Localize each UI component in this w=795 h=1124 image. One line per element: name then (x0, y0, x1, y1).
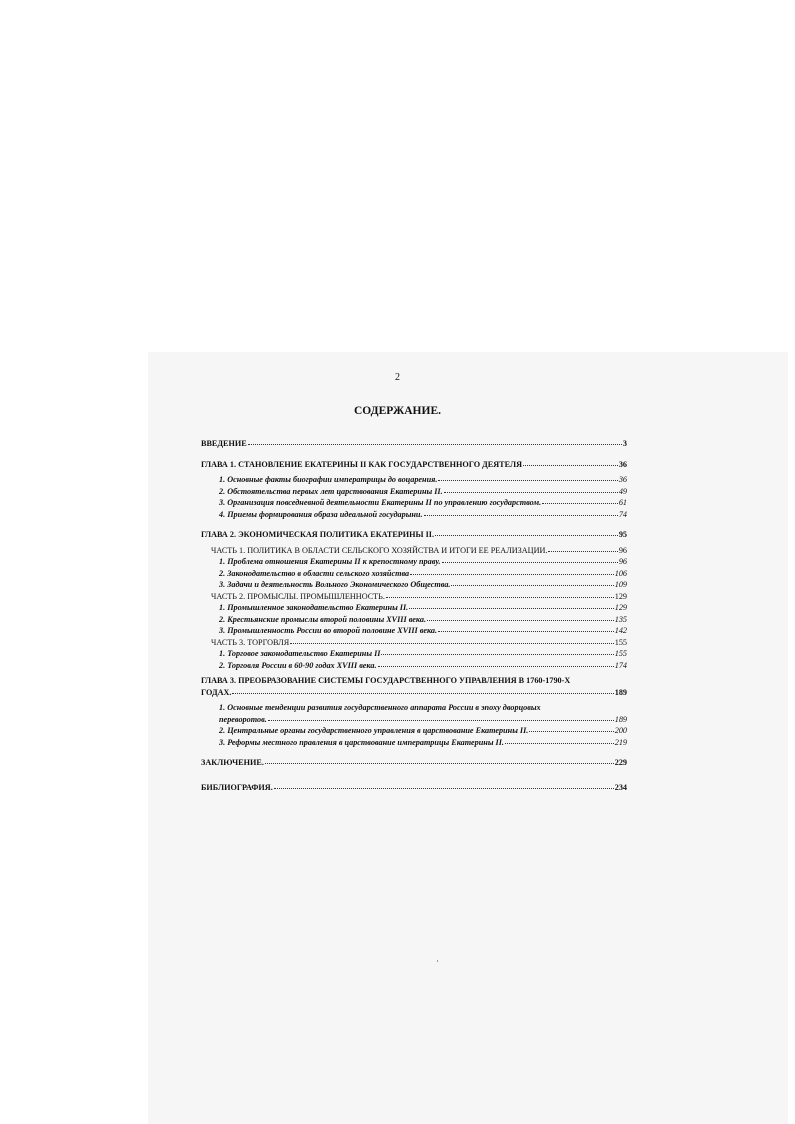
toc-entry-label: ЗАКЛЮЧЕНИЕ. (201, 758, 264, 767)
toc-entry-page: 200 (614, 726, 627, 735)
dot-leader (232, 686, 613, 694)
toc-entry-label: 2. Торговля России в 60-90 годах XVIII века. (219, 660, 377, 670)
toc-entry-label: 1. Промышленное законодательство Екатерины II. (219, 603, 409, 612)
dot-leader (542, 496, 618, 504)
toc-entry-label: ВВЕДЕНИЕ (201, 439, 247, 448)
dot-leader (548, 544, 617, 552)
dot-leader (268, 713, 614, 721)
toc-entry-label: БИБЛИОГРАФИЯ. (201, 782, 273, 792)
toc-entry-page: 155 (614, 637, 627, 647)
dot-leader (409, 601, 614, 609)
dot-leader (451, 578, 613, 586)
toc-entry-label: 3. Реформы местного правления в царствование императрицы Екатерины II. (219, 737, 504, 747)
dot-leader (248, 437, 622, 445)
toc-entry-label-line-2: ГОДАХ. (201, 687, 232, 697)
toc-entry-label: 2. Законодательство в области сельского хозяйства (219, 568, 410, 578)
toc-entry-label: 3. Организация повседневной деятельности Екатерины II по управлению государством. (219, 498, 542, 507)
toc-entry-page: 49 (618, 486, 627, 496)
toc-entry-label: 3. Задачи и деятельность Вольного Экономического Общества. (219, 580, 451, 589)
dot-leader (442, 555, 618, 563)
dot-leader (523, 458, 618, 466)
toc-entry-chapter-2[interactable] (201, 529, 627, 541)
toc-entry-chapter-3[interactable] (201, 675, 627, 698)
dot-leader (529, 724, 613, 732)
toc-entry-chapter-1[interactable] (201, 459, 627, 471)
dot-leader (424, 508, 618, 516)
dot-leader (427, 613, 614, 621)
toc-entry-label: ЧАСТЬ 1. ПОЛИТИКА В ОБЛАСТИ СЕЛЬСКОГО ХОЗЯЙСТВА И ИТОГИ ЕЕ РЕАЛИЗАЦИИ. (211, 545, 548, 555)
toc-entry-label-line-2: переворотов. (219, 714, 267, 724)
toc-entry-ch1-item[interactable] (201, 509, 627, 521)
toc-entry-label: 3. Промышленность России во второй половине XVIII века. (219, 626, 438, 635)
toc-title: СОДЕРЖАНИЕ. (354, 405, 441, 417)
dot-leader (438, 624, 614, 632)
dot-leader (505, 736, 614, 744)
toc-entry-bibliography[interactable] (201, 782, 627, 794)
toc-entry-label: 2. Центральные органы государственного управления в царствование Екатерины II. (219, 726, 529, 735)
toc-entry-page: 61 (618, 498, 627, 507)
dot-leader (444, 485, 618, 493)
dot-leader (438, 473, 617, 481)
toc-entry-page: 155 (614, 649, 627, 658)
dot-leader (290, 636, 614, 644)
toc-entry-page: 96 (618, 557, 627, 566)
scan-speck (437, 960, 438, 962)
toc-entry-page: 95 (618, 530, 627, 539)
table-of-contents (201, 438, 627, 793)
toc-entry-page: 129 (614, 603, 627, 612)
toc-entry-page: 174 (614, 660, 627, 670)
toc-entry-label: 4. Приемы формирования образа идеальной государыни. (219, 509, 423, 519)
toc-entry-part3-item[interactable] (201, 660, 627, 672)
toc-entry-label: 2. Обстоятельства первых лет царствования Екатерины II. (219, 486, 443, 496)
toc-entry-label-line-1: 1. Основные тенденции развития государственного аппарата России в эпоху дворцовых (219, 703, 541, 712)
toc-entry-page: 36 (618, 475, 627, 484)
toc-entry-label: 1. Основные факты биографии императрицы до воцарения. (219, 475, 438, 484)
toc-entry-page: 3 (622, 439, 627, 448)
toc-entry-page: 189 (614, 687, 627, 697)
toc-entry-page: 106 (614, 568, 627, 578)
toc-entry-page: 142 (614, 626, 627, 635)
toc-entry-label: 2. Крестьянские промыслы второй половины XVIII века. (219, 614, 426, 624)
toc-entry-ch3-item[interactable] (201, 702, 627, 725)
dot-leader (265, 756, 614, 764)
toc-entry-label: ГЛАВА 2. ЭКОНОМИЧЕСКАЯ ПОЛИТИКА ЕКАТЕРИНЫ II. (201, 530, 435, 539)
toc-entry-ch3-item[interactable] (201, 737, 627, 749)
toc-entry-page: 129 (614, 591, 627, 601)
toc-entry-label-line-1: ГЛАВА 3. ПРЕОБРАЗОВАНИЕ СИСТЕМЫ ГОСУДАРСТВЕННОГО УПРАВЛЕНИЯ В 1760-1790-Х (201, 676, 571, 685)
toc-entry-label: ЧАСТЬ 2. ПРОМЫСЛЫ. ПРОМЫШЛЕННОСТЬ. (211, 591, 385, 601)
toc-entry-page: 219 (614, 737, 627, 747)
toc-entry-page: 229 (614, 758, 627, 767)
dot-leader (435, 528, 618, 536)
dot-leader (378, 659, 614, 667)
toc-entry-page: 96 (618, 545, 627, 555)
dot-leader (386, 590, 614, 598)
toc-entry-page: 109 (614, 580, 627, 589)
dot-leader (381, 647, 613, 655)
toc-entry-conclusion[interactable] (201, 757, 627, 769)
toc-entry-label: ГЛАВА 1. СТАНОВЛЕНИЕ ЕКАТЕРИНЫ II КАК ГОСУДАРСТВЕННОГО ДЕЯТЕЛЯ (201, 459, 522, 469)
page-number: 2 (395, 372, 400, 383)
toc-entry-page: 74 (618, 509, 627, 519)
toc-entry-label: 1. Проблема отношения Екатерины II к крепостному праву. (219, 557, 441, 566)
toc-entry-page: 234 (614, 782, 627, 792)
toc-entry-page: 36 (618, 459, 627, 469)
dot-leader (274, 781, 614, 789)
toc-entry-intro[interactable] (201, 438, 627, 450)
toc-entry-label: 1. Торговое законодательство Екатерины II (219, 649, 381, 658)
toc-entry-page: 189 (614, 714, 627, 724)
toc-entry-page: 135 (614, 614, 627, 624)
dot-leader (410, 567, 614, 575)
toc-entry-label: ЧАСТЬ 3. ТОРГОВЛЯ (211, 637, 290, 647)
